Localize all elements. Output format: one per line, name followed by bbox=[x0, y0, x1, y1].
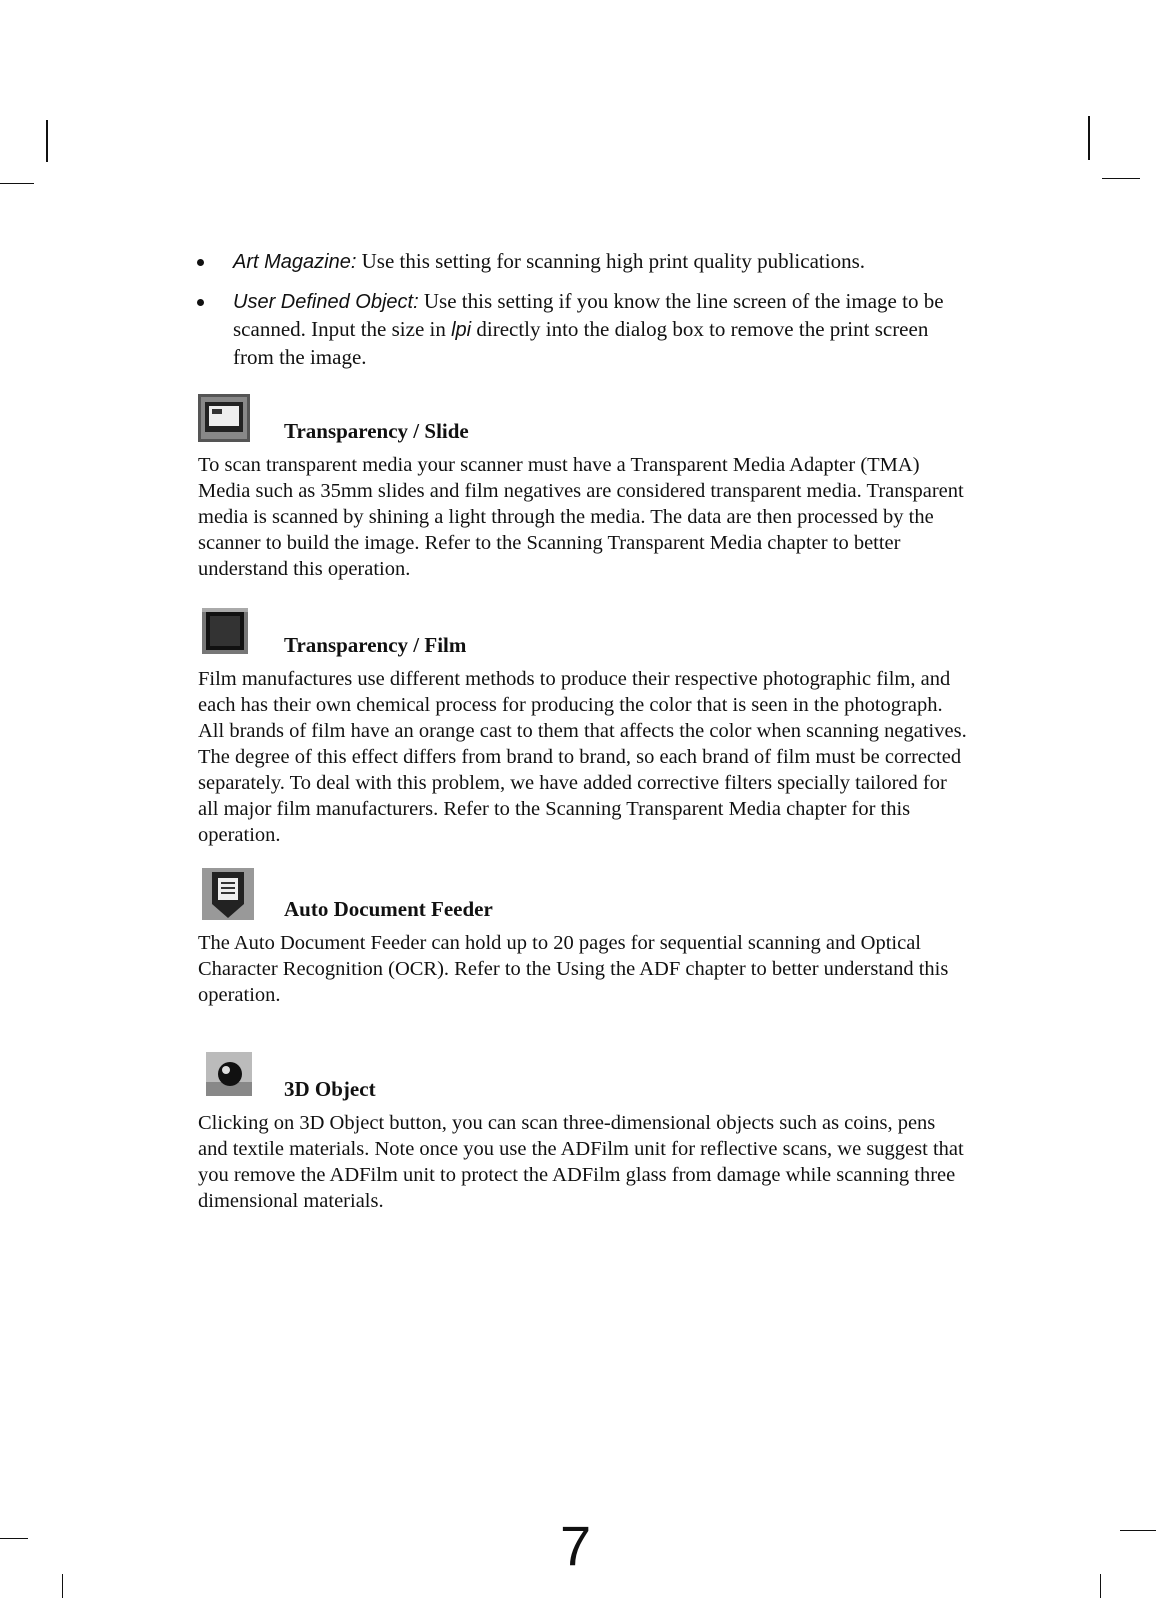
section-3d-object bbox=[198, 1052, 968, 1214]
section-body: The Auto Document Feeder can hold up to 20 pages for sequential scanning and Optical Character Recognition (OCR). Refer to the Using the ADF chapter to better understand this operation. bbox=[198, 932, 949, 1006]
bullet-icon bbox=[197, 299, 204, 306]
crop-mark bbox=[0, 183, 34, 184]
list-item bbox=[195, 248, 955, 276]
slide-icon bbox=[198, 394, 250, 442]
section-header bbox=[198, 608, 968, 660]
section-title: Transparency / Slide bbox=[284, 419, 469, 443]
setting-description-cont: directly into the dialog box to remove the print screen from the image. bbox=[233, 317, 929, 369]
section-body: To scan transparent media your scanner must have a Transparent Media Adapter (TMA) Media such as 35mm slides and film negatives are considered transparent media. Transparent media is scanned by shining a light through the media. The data are then processed by the scanner to build the image. Refer to the Scanning Transparent Media chapter to better understand this operation. bbox=[198, 454, 964, 580]
section-body: Clicking on 3D Object button, you can scan three-dimensional objects such as coins, pens and textile materials. Note once you use the ADFilm unit for reflective scans, we suggest that you remove the ADFilm unit to protect the ADFilm glass from damage while scanning three dimensional materials. bbox=[198, 1112, 964, 1212]
section-title: Transparency / Film bbox=[284, 633, 467, 657]
crop-mark bbox=[1088, 116, 1090, 160]
crop-mark bbox=[0, 1538, 28, 1539]
unit-term: lpi bbox=[451, 319, 472, 341]
setting-description: Use this setting if you know the line screen of the image to be scanned. Input the size in bbox=[233, 289, 944, 341]
section-title: Auto Document Feeder bbox=[284, 897, 493, 921]
setting-list bbox=[195, 248, 955, 383]
page-number: 7 bbox=[560, 1514, 592, 1577]
setting-term: User Defined Object: bbox=[233, 291, 419, 313]
section-title: 3D Object bbox=[284, 1077, 376, 1101]
crop-mark bbox=[1102, 178, 1140, 179]
section-transparency-slide bbox=[198, 394, 968, 582]
section-header bbox=[198, 394, 968, 446]
setting-term: Art Magazine: bbox=[233, 251, 357, 273]
section-header bbox=[198, 872, 968, 924]
section-transparency-film bbox=[198, 608, 968, 848]
film-icon bbox=[202, 608, 254, 656]
crop-mark bbox=[1120, 1530, 1156, 1531]
section-auto-document-feeder bbox=[198, 872, 968, 1008]
list-item bbox=[195, 288, 955, 371]
section-body: Film manufactures use different methods to produce their respective photographic film, and each has their own chemical process for producing the color that is seen in the photograph. All brands of film have an orange cast to them that affects the color when scanning negatives. The degree of this effect differs from brand to brand, so each brand of film must be corrected separately. To deal with this problem, we have added corrective filters specially tailored for all major film manufacturers. Refer to the Scanning Transparent Media chapter for this operation. bbox=[198, 668, 967, 846]
document-feeder-icon bbox=[202, 868, 254, 920]
crop-mark bbox=[1100, 1574, 1101, 1598]
crop-mark bbox=[62, 1574, 63, 1598]
crop-mark bbox=[46, 120, 48, 162]
setting-description: Use this setting for scanning high print quality publications. bbox=[356, 249, 865, 273]
bullet-icon bbox=[197, 259, 204, 266]
3d-object-icon bbox=[206, 1052, 258, 1100]
section-header bbox=[198, 1052, 968, 1104]
